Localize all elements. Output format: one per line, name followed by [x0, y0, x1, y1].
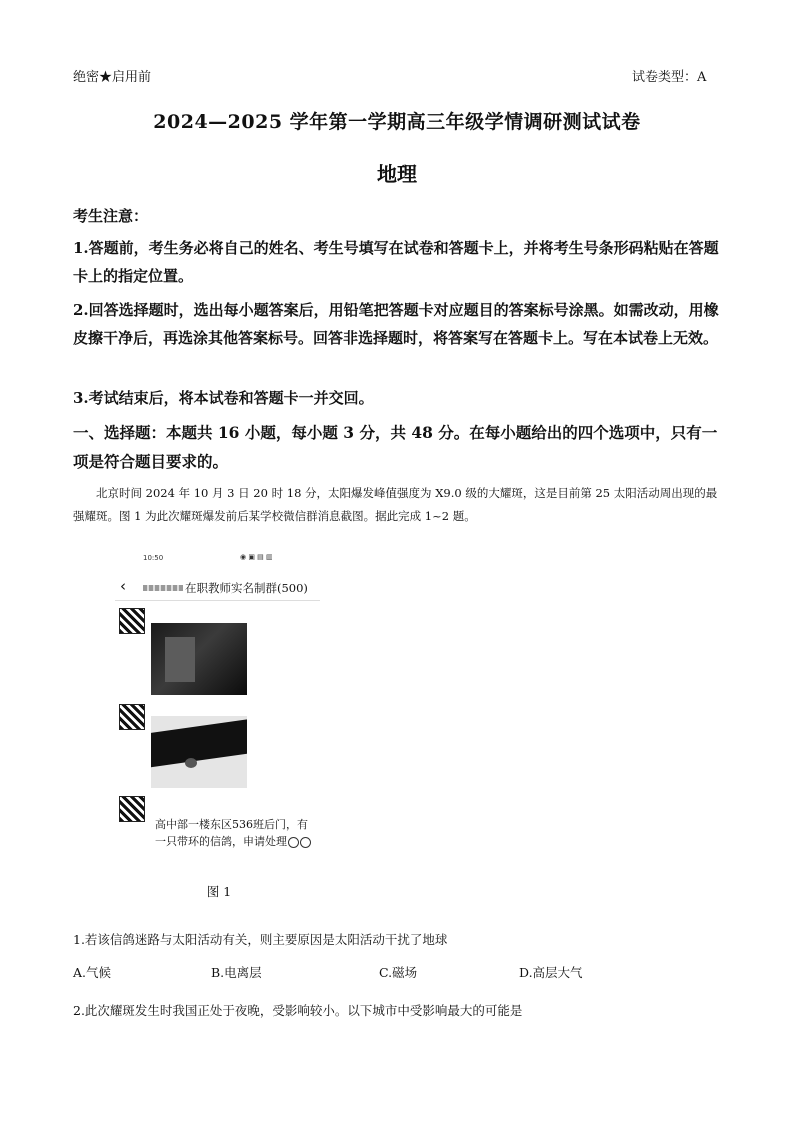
- message-photo-dark: [151, 623, 247, 695]
- emoji-icon: [300, 837, 311, 848]
- avatar: [119, 704, 145, 730]
- option-d: D.高层大气: [519, 965, 583, 980]
- emoji-icon: [288, 837, 299, 848]
- option-b: B.电离层: [211, 965, 262, 980]
- option-a: A.气候: [73, 965, 112, 980]
- pigeon-shape: [185, 758, 197, 768]
- photo-shadow: [151, 718, 247, 768]
- subject-title: 地理: [377, 162, 417, 186]
- question-intro: 北京时间 2024 年 10 月 3 日 20 时 18 分，太阳爆发峰值强度为 X9.0 级的大耀斑，这是目前第 25 太阳活动周出现的最强耀斑。图 1 为此次耀斑爆发前后某学校微信群消息截图。据此完成 1~2 题。: [73, 486, 718, 523]
- status-icons: ◉ ▣ ▤ ▥: [240, 553, 273, 561]
- message-photo-pigeon: [151, 716, 247, 788]
- wechat-screenshot: [115, 548, 320, 870]
- photo-detail: [165, 637, 195, 682]
- chat-message-text: 高中部一楼东区536班后门，有一只带环的信鸽，申请处理: [155, 818, 308, 848]
- chat-navbar: [115, 576, 320, 601]
- notice-item-3: 3.考试结束后，将本试卷和答题卡一并交回。: [73, 389, 374, 407]
- question-1: 1.若该信鸽迷路与太阳活动有关，则主要原因是太阳活动干扰了地球: [73, 932, 448, 947]
- avatar: [119, 608, 145, 634]
- back-arrow-icon: ‹: [120, 577, 126, 595]
- figure-caption: 图 1: [206, 884, 232, 899]
- group-name: 在职教师实名制群(500): [185, 581, 308, 595]
- question-2: 2.此次耀斑发生时我国正处于夜晚，受影响较小。以下城市中受影响最大的可能是: [73, 1003, 523, 1018]
- chat-message: [155, 816, 315, 850]
- notice-item-2: 2.回答选择题时，选出每小题答案后，用铅笔把答题卡对应题目的答案标号涂黑。如需改动，用橡皮擦干净后，再选涂其他答案标号。回答非选择题时，将答案写在答题卡上。写在本试卷上无效。: [73, 301, 719, 347]
- paper-type-label: 试卷类型：A: [632, 70, 707, 85]
- notice-item-1: 1.答题前，考生务必将自己的姓名、考生号填写在试卷和答题卡上，并将考生号条形码粘贴在答题卡上的指定位置。: [73, 239, 719, 285]
- exam-title: 2024—2025 学年第一学期高三年级学情调研测试试卷: [153, 111, 641, 133]
- option-c: C.磁场: [379, 965, 418, 980]
- confidential-label: 绝密★启用前: [73, 70, 152, 85]
- notice-title: 考生注意：: [73, 207, 149, 225]
- blurred-prefix: [143, 585, 183, 591]
- avatar: [119, 796, 145, 822]
- section-heading: 一、选择题：本题共 16 小题，每小题 3 分，共 48 分。在每小题给出的四个选项中，只有一项是符合题目要求的。: [73, 423, 718, 471]
- status-time: 10:50: [143, 554, 164, 562]
